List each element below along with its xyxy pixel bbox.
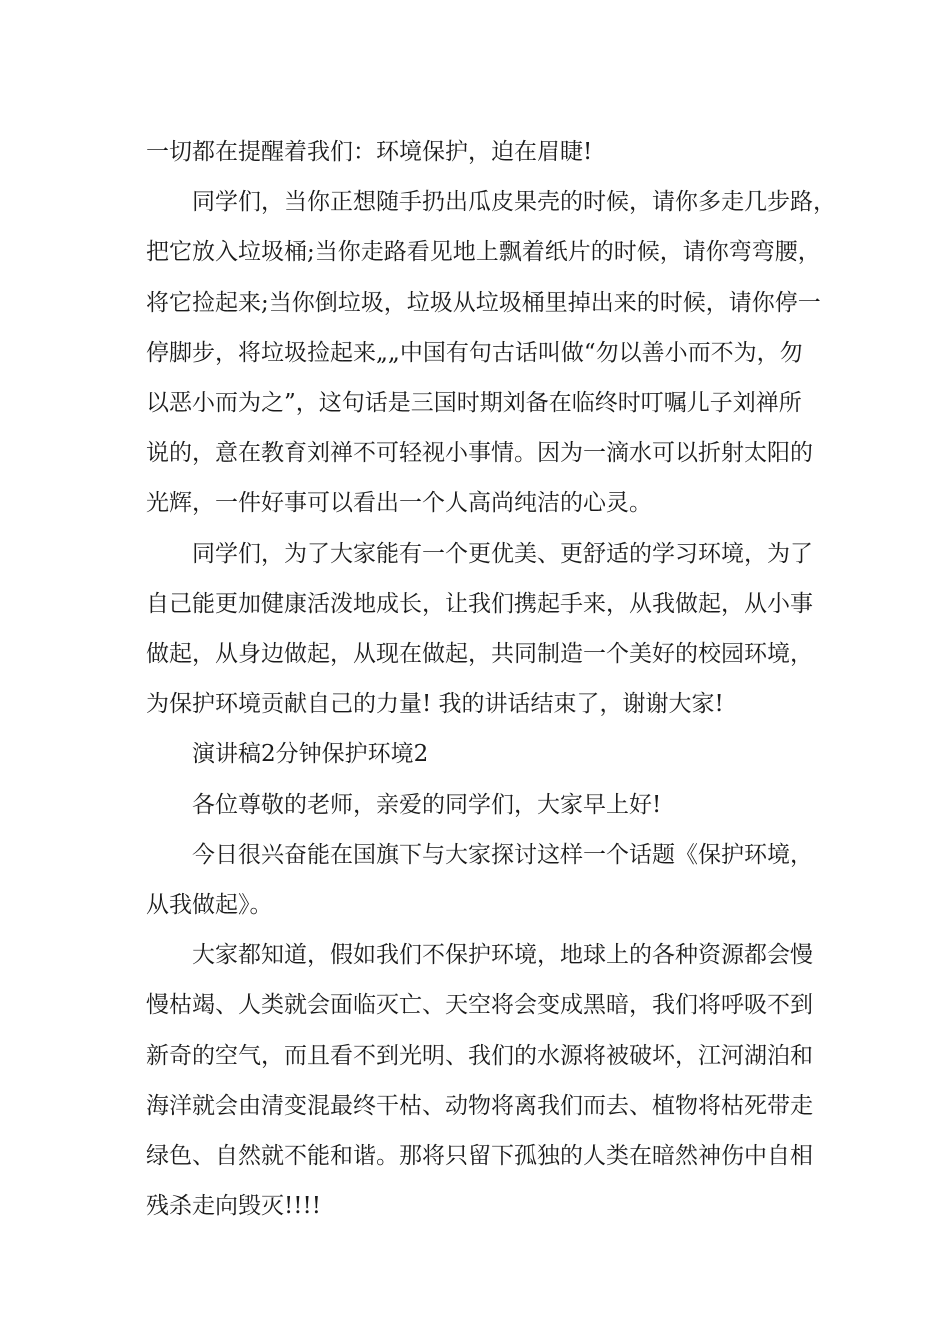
text-line: 慢枯竭、人类就会面临灭亡、天空将会变成黑暗，我们将呼吸不到 bbox=[146, 992, 813, 1019]
text-line: 今日很兴奋能在国旗下与大家探讨这样一个话题《保护环境， bbox=[192, 841, 813, 868]
text-line: 将它捡起来;当你倒垃圾，垃圾从垃圾桶里掉出来的时候，请你停一 bbox=[146, 289, 821, 316]
text-line: 做起，从身边做起，从现在做起，共同制造一个美好的校园环境， bbox=[146, 641, 813, 668]
text-line: 绿色、自然就不能和谐。那将只留下孤独的人类在暗然神伤中自相 bbox=[146, 1143, 813, 1170]
text-line: 一切都在提醒着我们：环境保护，迫在眉睫! bbox=[146, 139, 593, 165]
text-line: 为保护环境贡献自己的力量! 我的讲话结束了，谢谢大家! bbox=[146, 691, 724, 718]
text-line: 把它放入垃圾桶;当你走路看见地上飘着纸片的时候，请你弯弯腰， bbox=[146, 239, 821, 266]
text-line: 各位尊敬的老师，亲爱的同学们，大家早上好! bbox=[192, 791, 662, 818]
section-heading: 演讲稿2分钟保护环境2 bbox=[192, 741, 429, 768]
text-line: 停脚步，将垃圾捡起来„„中国有句古话叫做“勿以善小而不为，勿 bbox=[146, 339, 803, 366]
text-line: 说的，意在教育刘禅不可轻视小事情。因为一滴水可以折射太阳的 bbox=[146, 440, 813, 467]
text-line: 新奇的空气，而且看不到光明、我们的水源将被破坏，江河湖泊和 bbox=[146, 1042, 813, 1069]
text-line: 同学们，为了大家能有一个更优美、更舒适的学习环境，为了 bbox=[192, 540, 813, 567]
text-line: 大家都知道，假如我们不保护环境，地球上的各种资源都会慢 bbox=[192, 942, 813, 969]
text-line: 同学们，当你正想随手扔出瓜皮果壳的时候，请你多走几步路， bbox=[192, 189, 836, 216]
document-body bbox=[146, 127, 836, 1231]
text-line: 以恶小而为之”，这句话是三国时期刘备在临终时叮嘱儿子刘禅所 bbox=[146, 390, 802, 417]
text-line: 从我做起》。 bbox=[146, 892, 273, 919]
text-line: 光辉，一件好事可以看出一个人高尚纯洁的心灵。 bbox=[146, 490, 652, 517]
text-line: 残杀走向毁灭!!!! bbox=[146, 1193, 321, 1220]
text-line: 海洋就会由清变混最终干枯、动物将离我们而去、植物将枯死带走 bbox=[146, 1092, 813, 1119]
text-line: 自己能更加健康活泼地成长，让我们携起手来，从我做起，从小事 bbox=[146, 590, 813, 617]
